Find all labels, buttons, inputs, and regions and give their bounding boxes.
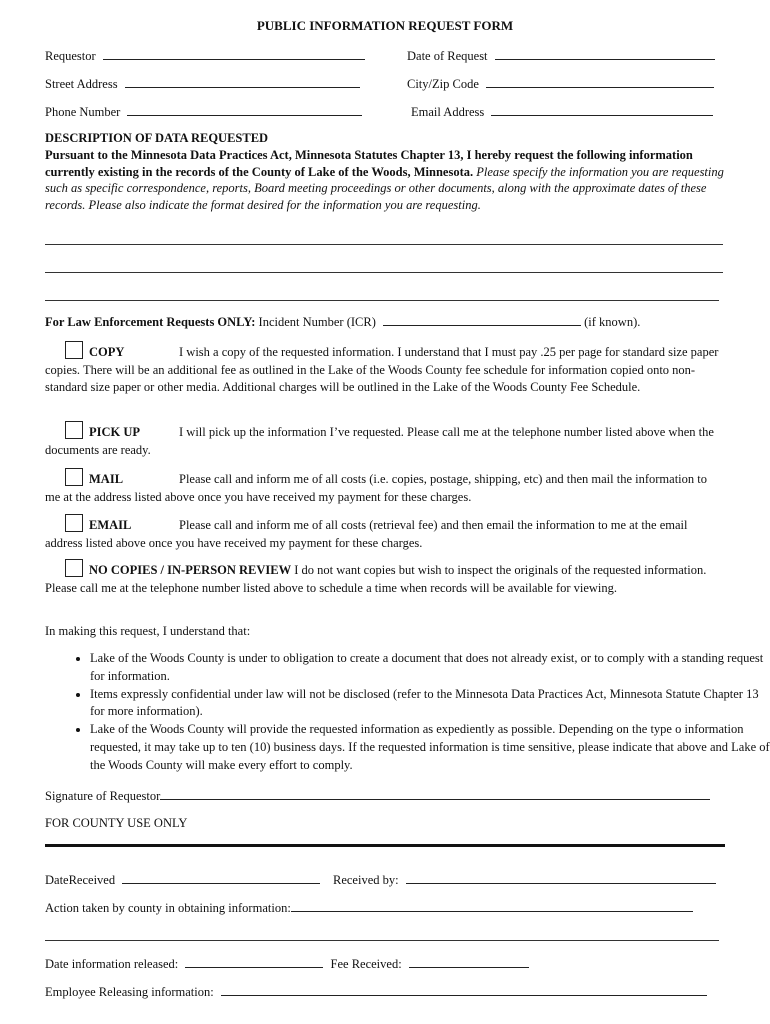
mail-checkbox[interactable] xyxy=(65,468,83,486)
phone-row xyxy=(45,104,362,120)
incident-number-suffix: (if known). xyxy=(584,315,641,329)
email-label: Email Address xyxy=(411,105,485,119)
option-email-label: EMAIL xyxy=(89,518,132,532)
date-of-request-label: Date of Request xyxy=(407,49,488,63)
signature-input[interactable] xyxy=(160,788,710,800)
description-italic-text: Please specify the information you are requesting such as specific correspondence, reports, Board meeting proceedings or other documents, along with the approximate dates of these records. Please also indicate the format desired for the information you are requesting. xyxy=(45,164,724,213)
understand-intro: In making this request, I understand that: xyxy=(45,624,251,638)
list-item: • Lake of the Woods County is under to obligation to create a document that does not already exist, or to comply with a standing request for information. xyxy=(90,650,770,686)
action-taken-input[interactable] xyxy=(291,900,693,912)
email-input[interactable] xyxy=(491,104,713,116)
fee-received-input[interactable] xyxy=(409,956,529,968)
option-copy-text: I wish a copy of the requested information. I understand that I must pay .25 per page for standard size paper copies. There will be an additional fee as outlined in the Lake of the Woods County fee schedule for information copied onto non-standard size paper or other media. Additional charges will be outlined in the Lake of the Woods County Fee Schedule. xyxy=(45,345,719,394)
copy-checkbox[interactable] xyxy=(65,341,83,359)
option-copy xyxy=(45,341,725,397)
requestor-label: Requestor xyxy=(45,49,96,63)
fee-received-label: Fee Received: xyxy=(330,957,402,971)
conditions-list xyxy=(45,650,770,775)
option-pickup-label: PICK UP xyxy=(89,425,141,439)
email-checkbox[interactable] xyxy=(65,514,83,532)
city-zip-label: City/Zip Code xyxy=(407,77,479,91)
option-email-text: Please call and inform me of all costs (retrieval fee) and then email the information to me at the email address listed above once you have received my payment for these charges. xyxy=(45,518,688,550)
option-no-copies xyxy=(45,559,725,597)
city-zip-row xyxy=(407,76,714,92)
incident-number-input[interactable] xyxy=(383,314,581,326)
date-received-input[interactable] xyxy=(122,872,320,884)
option-mail-label: MAIL xyxy=(89,472,124,486)
option-pickup-text: I will pick up the information I’ve requested. Please call me at the telephone number listed above when the documents are ready. xyxy=(45,425,714,457)
requestor-row xyxy=(45,48,365,64)
pickup-checkbox[interactable] xyxy=(65,421,83,439)
county-use-heading: FOR COUNTY USE ONLY xyxy=(45,816,188,830)
description-heading: DESCRIPTION OF DATA REQUESTED xyxy=(45,131,269,145)
date-released-input[interactable] xyxy=(185,956,323,968)
option-no-copies-label: NO COPIES / IN-PERSON REVIEW xyxy=(89,563,292,577)
option-pickup xyxy=(45,421,725,459)
action-taken-line-2[interactable] xyxy=(45,940,719,941)
description-block xyxy=(45,130,725,214)
date-of-request-input[interactable] xyxy=(495,48,715,60)
no-copies-checkbox[interactable] xyxy=(65,559,83,577)
divider xyxy=(45,844,725,847)
option-copy-label: COPY xyxy=(89,345,125,359)
description-line-3[interactable] xyxy=(45,300,719,301)
city-zip-input[interactable] xyxy=(486,76,714,88)
street-address-input[interactable] xyxy=(125,76,360,88)
phone-input[interactable] xyxy=(127,104,362,116)
description-bold-text: Pursuant to the Minnesota Data Practices Act, Minnesota Statutes Chapter 13, I hereby request the following information currently existing in the records of the County of Lake of the Woods, Minnesota. xyxy=(45,147,693,179)
received-by-row xyxy=(333,872,716,888)
form-title: PUBLIC INFORMATION REQUEST FORM xyxy=(256,18,514,33)
description-line-2[interactable] xyxy=(45,272,723,273)
date-received-label: DateReceived xyxy=(45,873,116,887)
street-address-label: Street Address xyxy=(45,77,118,91)
employee-label: Employee Releasing information: xyxy=(45,985,214,999)
option-mail xyxy=(45,468,725,506)
employee-input[interactable] xyxy=(221,984,707,996)
date-received-row xyxy=(45,872,320,888)
action-taken-row xyxy=(45,900,693,916)
option-no-copies-text: I do not want copies but wish to inspect the originals of the requested information. Please call me at the telephone number listed above to schedule a time when records will be available for viewing. xyxy=(45,563,707,595)
employee-row xyxy=(45,984,707,1000)
action-taken-label: Action taken by county in obtaining information: xyxy=(45,901,291,915)
email-row xyxy=(411,104,713,120)
law-enforcement-row xyxy=(45,314,640,330)
incident-number-label: Incident Number (ICR) xyxy=(258,315,376,329)
phone-label: Phone Number xyxy=(45,105,121,119)
street-address-row xyxy=(45,76,360,92)
date-released-row xyxy=(45,956,529,972)
received-by-input[interactable] xyxy=(406,872,716,884)
list-item: • Items expressly confidential under law will not be disclosed (refer to the Minnesota Data Practices Act, Minnesota Statute Chapter 13 for more information). xyxy=(90,686,770,722)
date-of-request-row xyxy=(407,48,715,64)
requestor-input[interactable] xyxy=(103,48,365,60)
date-released-label: Date information released: xyxy=(45,957,179,971)
option-mail-text: Please call and inform me of all costs (i.e. copies, postage, shipping, etc) and then mail the information to me at the address listed above once you have received my payment for these charges. xyxy=(45,472,707,504)
law-enforcement-label: For Law Enforcement Requests ONLY: xyxy=(45,315,256,329)
received-by-label: Received by: xyxy=(333,873,399,887)
list-item: • Lake of the Woods County will provide the requested information as expediently as possible. Depending on the type o information requested, it may take up to ten (10) business days. If the requested information is time sensitive, please indicate that above and Lake of the Woods County will make every effort to comply. xyxy=(90,721,770,774)
option-email xyxy=(45,514,725,552)
signature-row xyxy=(45,788,710,804)
description-line-1[interactable] xyxy=(45,244,723,245)
signature-label: Signature of Requestor xyxy=(45,789,161,803)
